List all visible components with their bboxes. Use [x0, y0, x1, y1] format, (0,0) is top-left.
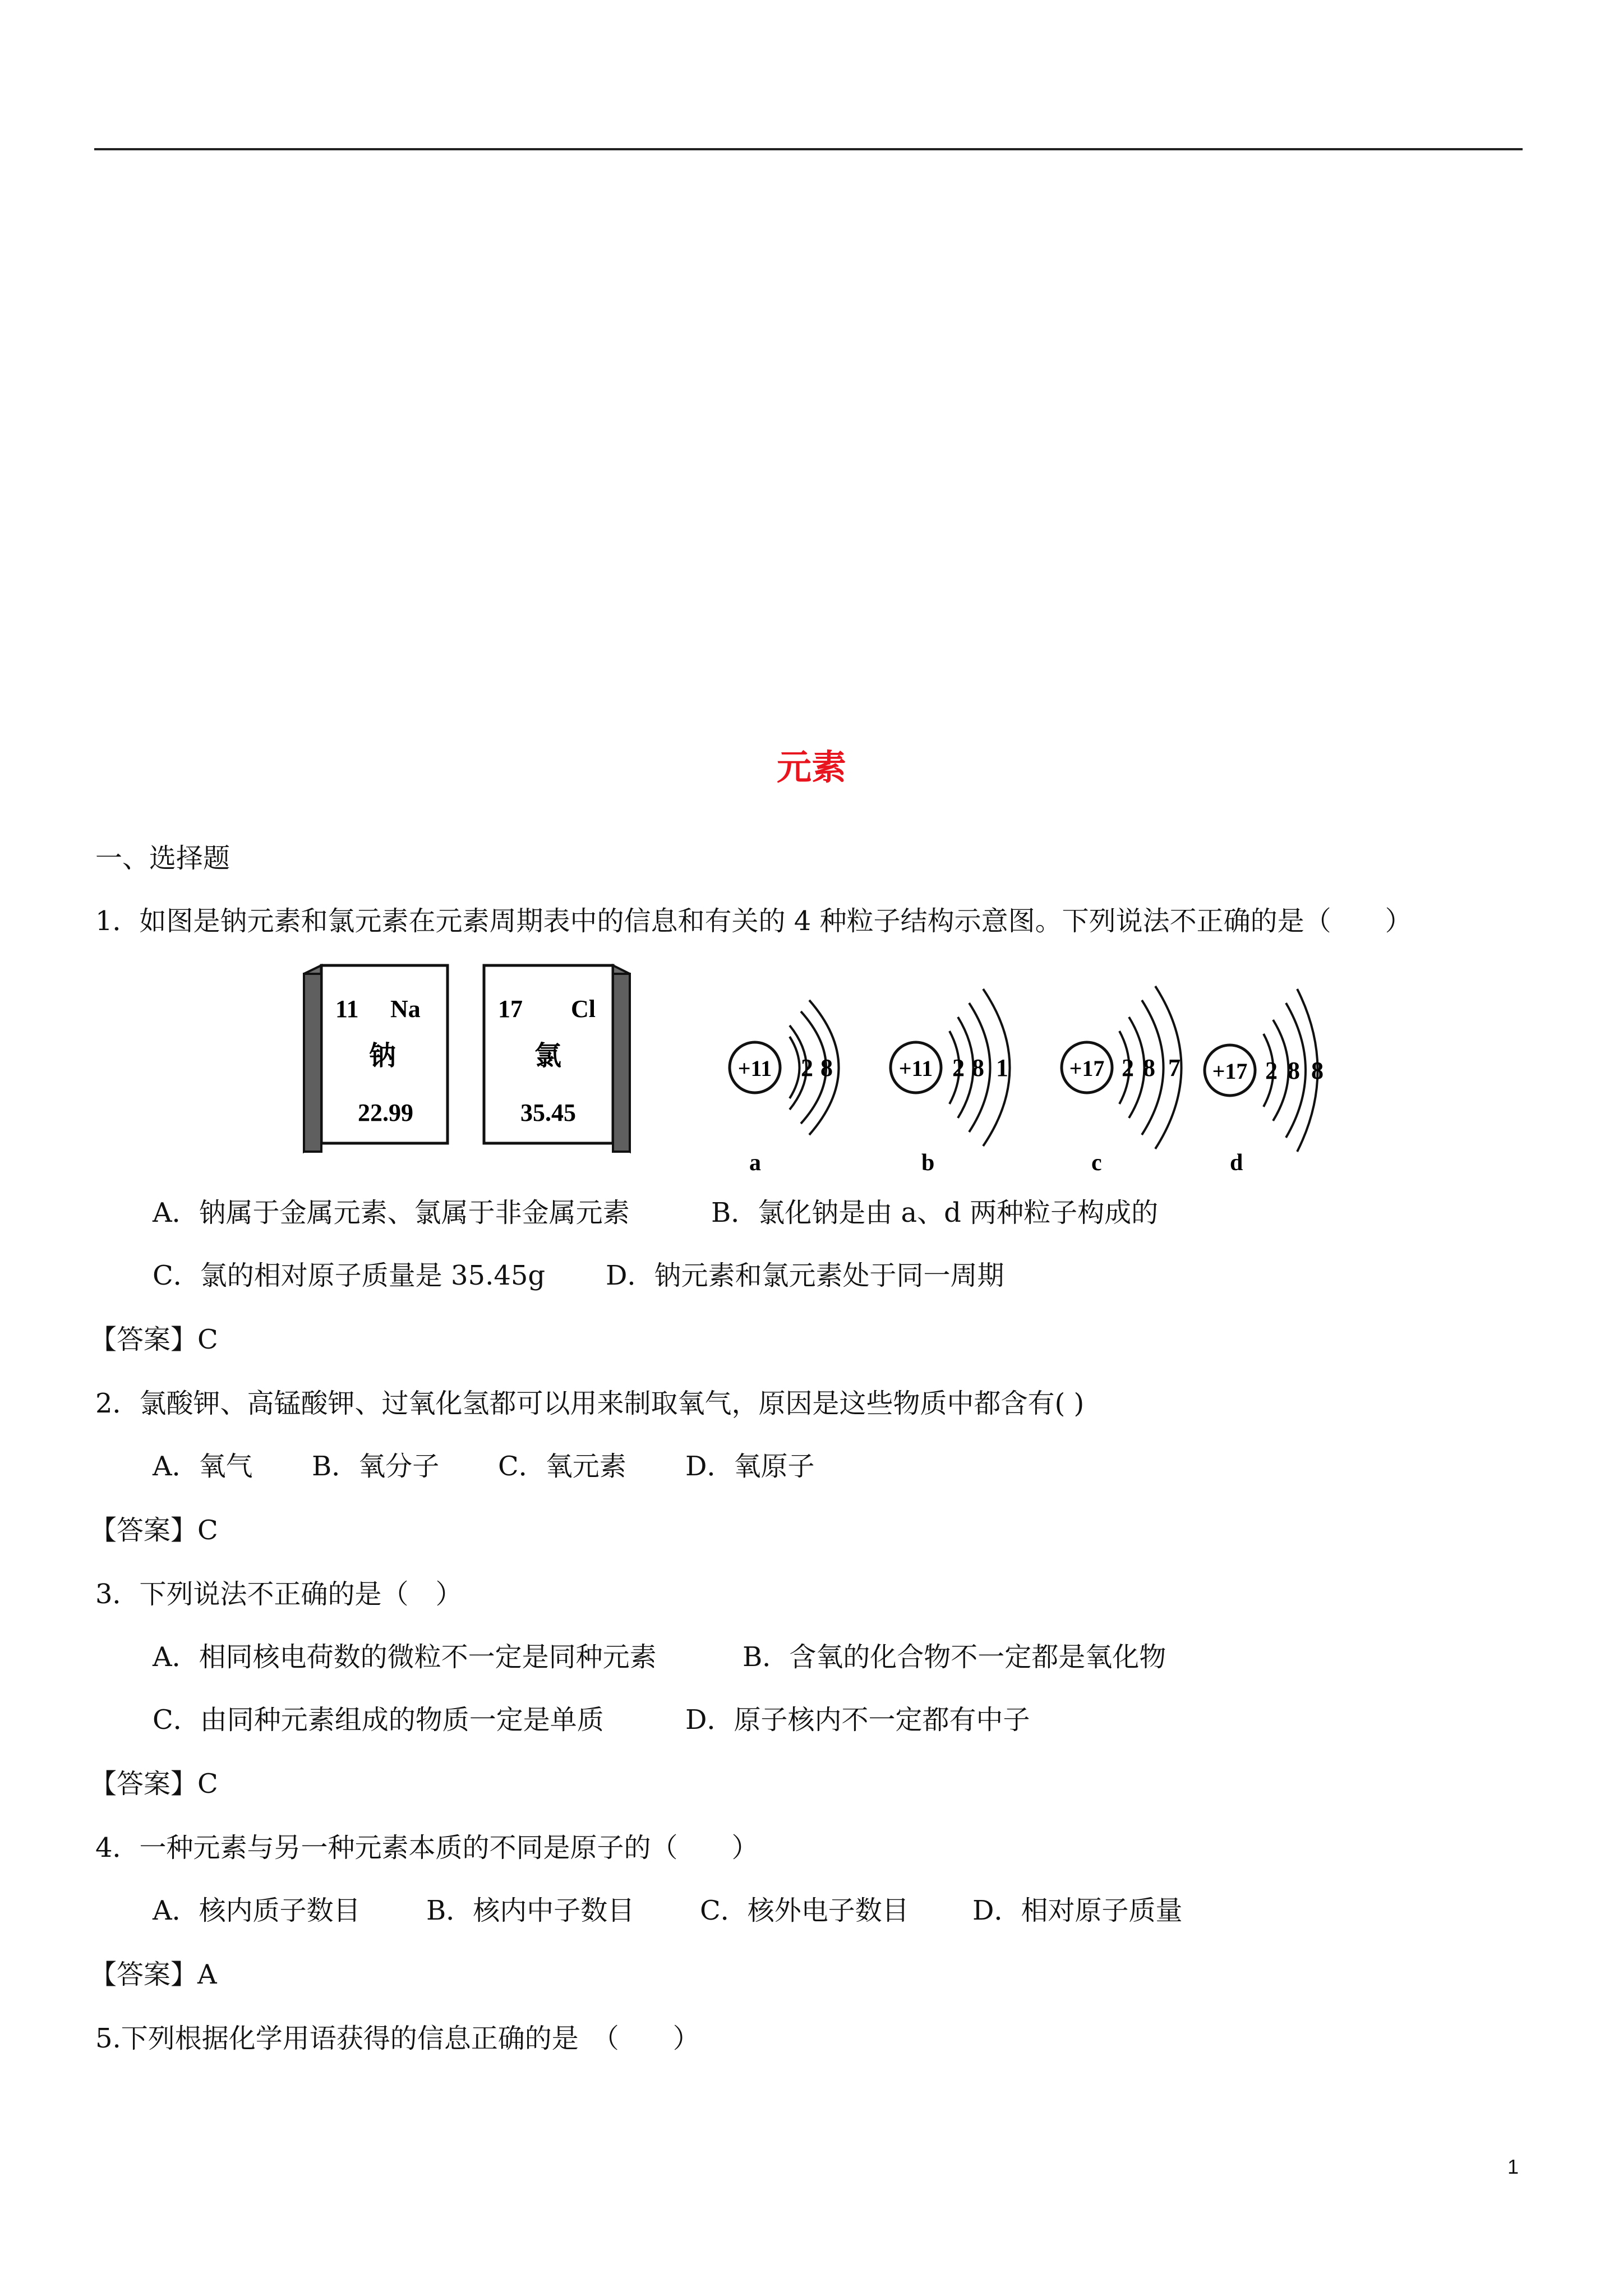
card-cl-symbol: Cl: [571, 995, 596, 1023]
page-title: 元素: [776, 747, 846, 788]
atom-diagram-b: [891, 989, 1010, 1176]
atom-d-shell-2: 8: [1288, 1057, 1300, 1084]
q4-option-b: B．核内中子数目: [426, 1895, 635, 1926]
card-na-number: 11: [335, 995, 359, 1023]
question-3-stem: 3．下列说法不正确的是（ ）: [95, 1579, 463, 1610]
header-rule: [94, 148, 1523, 150]
atom-c-shell-1: 2: [1122, 1054, 1134, 1082]
q3-option-d: D．原子核内不一定都有中子: [685, 1704, 1030, 1736]
q1-option-d: D．钠元素和氯元素处于同一周期: [606, 1260, 1004, 1291]
q1-option-a: A．钠属于金属元素、氯属于非金属元素: [153, 1197, 630, 1228]
atom-diagram-d: [1205, 989, 1324, 1176]
card-cl-mass: 35.45: [520, 1099, 576, 1126]
q3-option-a: A．相同核电荷数的微粒不一定是同种元素: [153, 1641, 657, 1673]
atom-d-shell-3: 8: [1311, 1057, 1324, 1084]
q3-option-b: B．含氧的化合物不一定都是氧化物: [743, 1641, 1166, 1673]
atom-d-nucleus: +17: [1212, 1059, 1248, 1084]
atom-a-nucleus: +11: [737, 1056, 772, 1081]
q3-answer: 【答案】C: [90, 1768, 218, 1800]
question-4-stem: 4．一种元素与另一种元素本质的不同是原子的（ ）: [95, 1832, 759, 1864]
q1-option-c: C．氯的相对原子质量是 35.45g: [153, 1260, 546, 1291]
card-cl-name: 氯: [534, 1040, 562, 1071]
element-figure: [296, 964, 1339, 1177]
atom-d-shell-1: 2: [1265, 1057, 1278, 1084]
q4-option-a: A．核内质子数目: [153, 1895, 361, 1926]
card-na-symbol: Na: [390, 995, 421, 1023]
element-card-cl: [484, 965, 630, 1152]
atom-c-nucleus: +17: [1069, 1056, 1105, 1081]
q1-answer: 【答案】C: [90, 1324, 218, 1355]
atom-c-label: c: [1091, 1150, 1102, 1176]
q2-option-a: A．氧气: [153, 1451, 253, 1482]
atom-c-shell-2: 8: [1143, 1054, 1155, 1082]
atom-a-shell-2: 8: [820, 1054, 833, 1082]
q4-option-c: C．核外电子数目: [700, 1895, 909, 1926]
card-na-name: 钠: [369, 1040, 396, 1071]
atom-d-label: d: [1230, 1150, 1243, 1176]
element-card-na: [304, 965, 448, 1152]
q2-option-d: D．氧原子: [685, 1451, 815, 1482]
q1-option-b: B．氯化钠是由 a、d 两种粒子构成的: [711, 1197, 1159, 1228]
section-heading: 一、选择题: [95, 843, 230, 874]
atom-b-label: b: [921, 1150, 935, 1176]
atom-b-nucleus: +11: [898, 1056, 933, 1081]
q2-option-c: C．氧元素: [498, 1451, 626, 1482]
q2-option-b: B．氧分子: [312, 1451, 440, 1482]
atom-diagram-c: [1062, 986, 1182, 1176]
atom-b-shell-1: 2: [952, 1054, 965, 1082]
card-cl-number: 17: [498, 995, 523, 1023]
q3-option-c: C．由同种元素组成的物质一定是单质: [153, 1704, 604, 1736]
atom-a-shell-1: 2: [801, 1054, 813, 1082]
q4-option-d: D．相对原子质量: [972, 1895, 1183, 1926]
question-5-stem: 5.下列根据化学用语获得的信息正确的是 （ ）: [95, 2023, 700, 2054]
atom-c-shell-3: 7: [1168, 1054, 1181, 1082]
atom-b-shell-2: 8: [972, 1054, 984, 1082]
q4-answer: 【答案】A: [90, 1959, 217, 1990]
card-na-mass: 22.99: [358, 1099, 413, 1126]
q2-answer: 【答案】C: [90, 1515, 218, 1546]
atom-diagram-a: [730, 1000, 839, 1176]
question-2-stem: 2．氯酸钾、高锰酸钾、过氧化氢都可以用来制取氧气，原因是这些物质中都含有( ): [95, 1388, 1085, 1419]
atom-b-shell-3: 1: [996, 1054, 1008, 1082]
question-1-stem: 1．如图是钠元素和氯元素在元素周期表中的信息和有关的 4 种粒子结构示意图。下列说法不正确的是（ ）: [95, 905, 1412, 937]
page-number: 1: [1507, 2155, 1519, 2178]
atom-a-label: a: [749, 1150, 761, 1176]
